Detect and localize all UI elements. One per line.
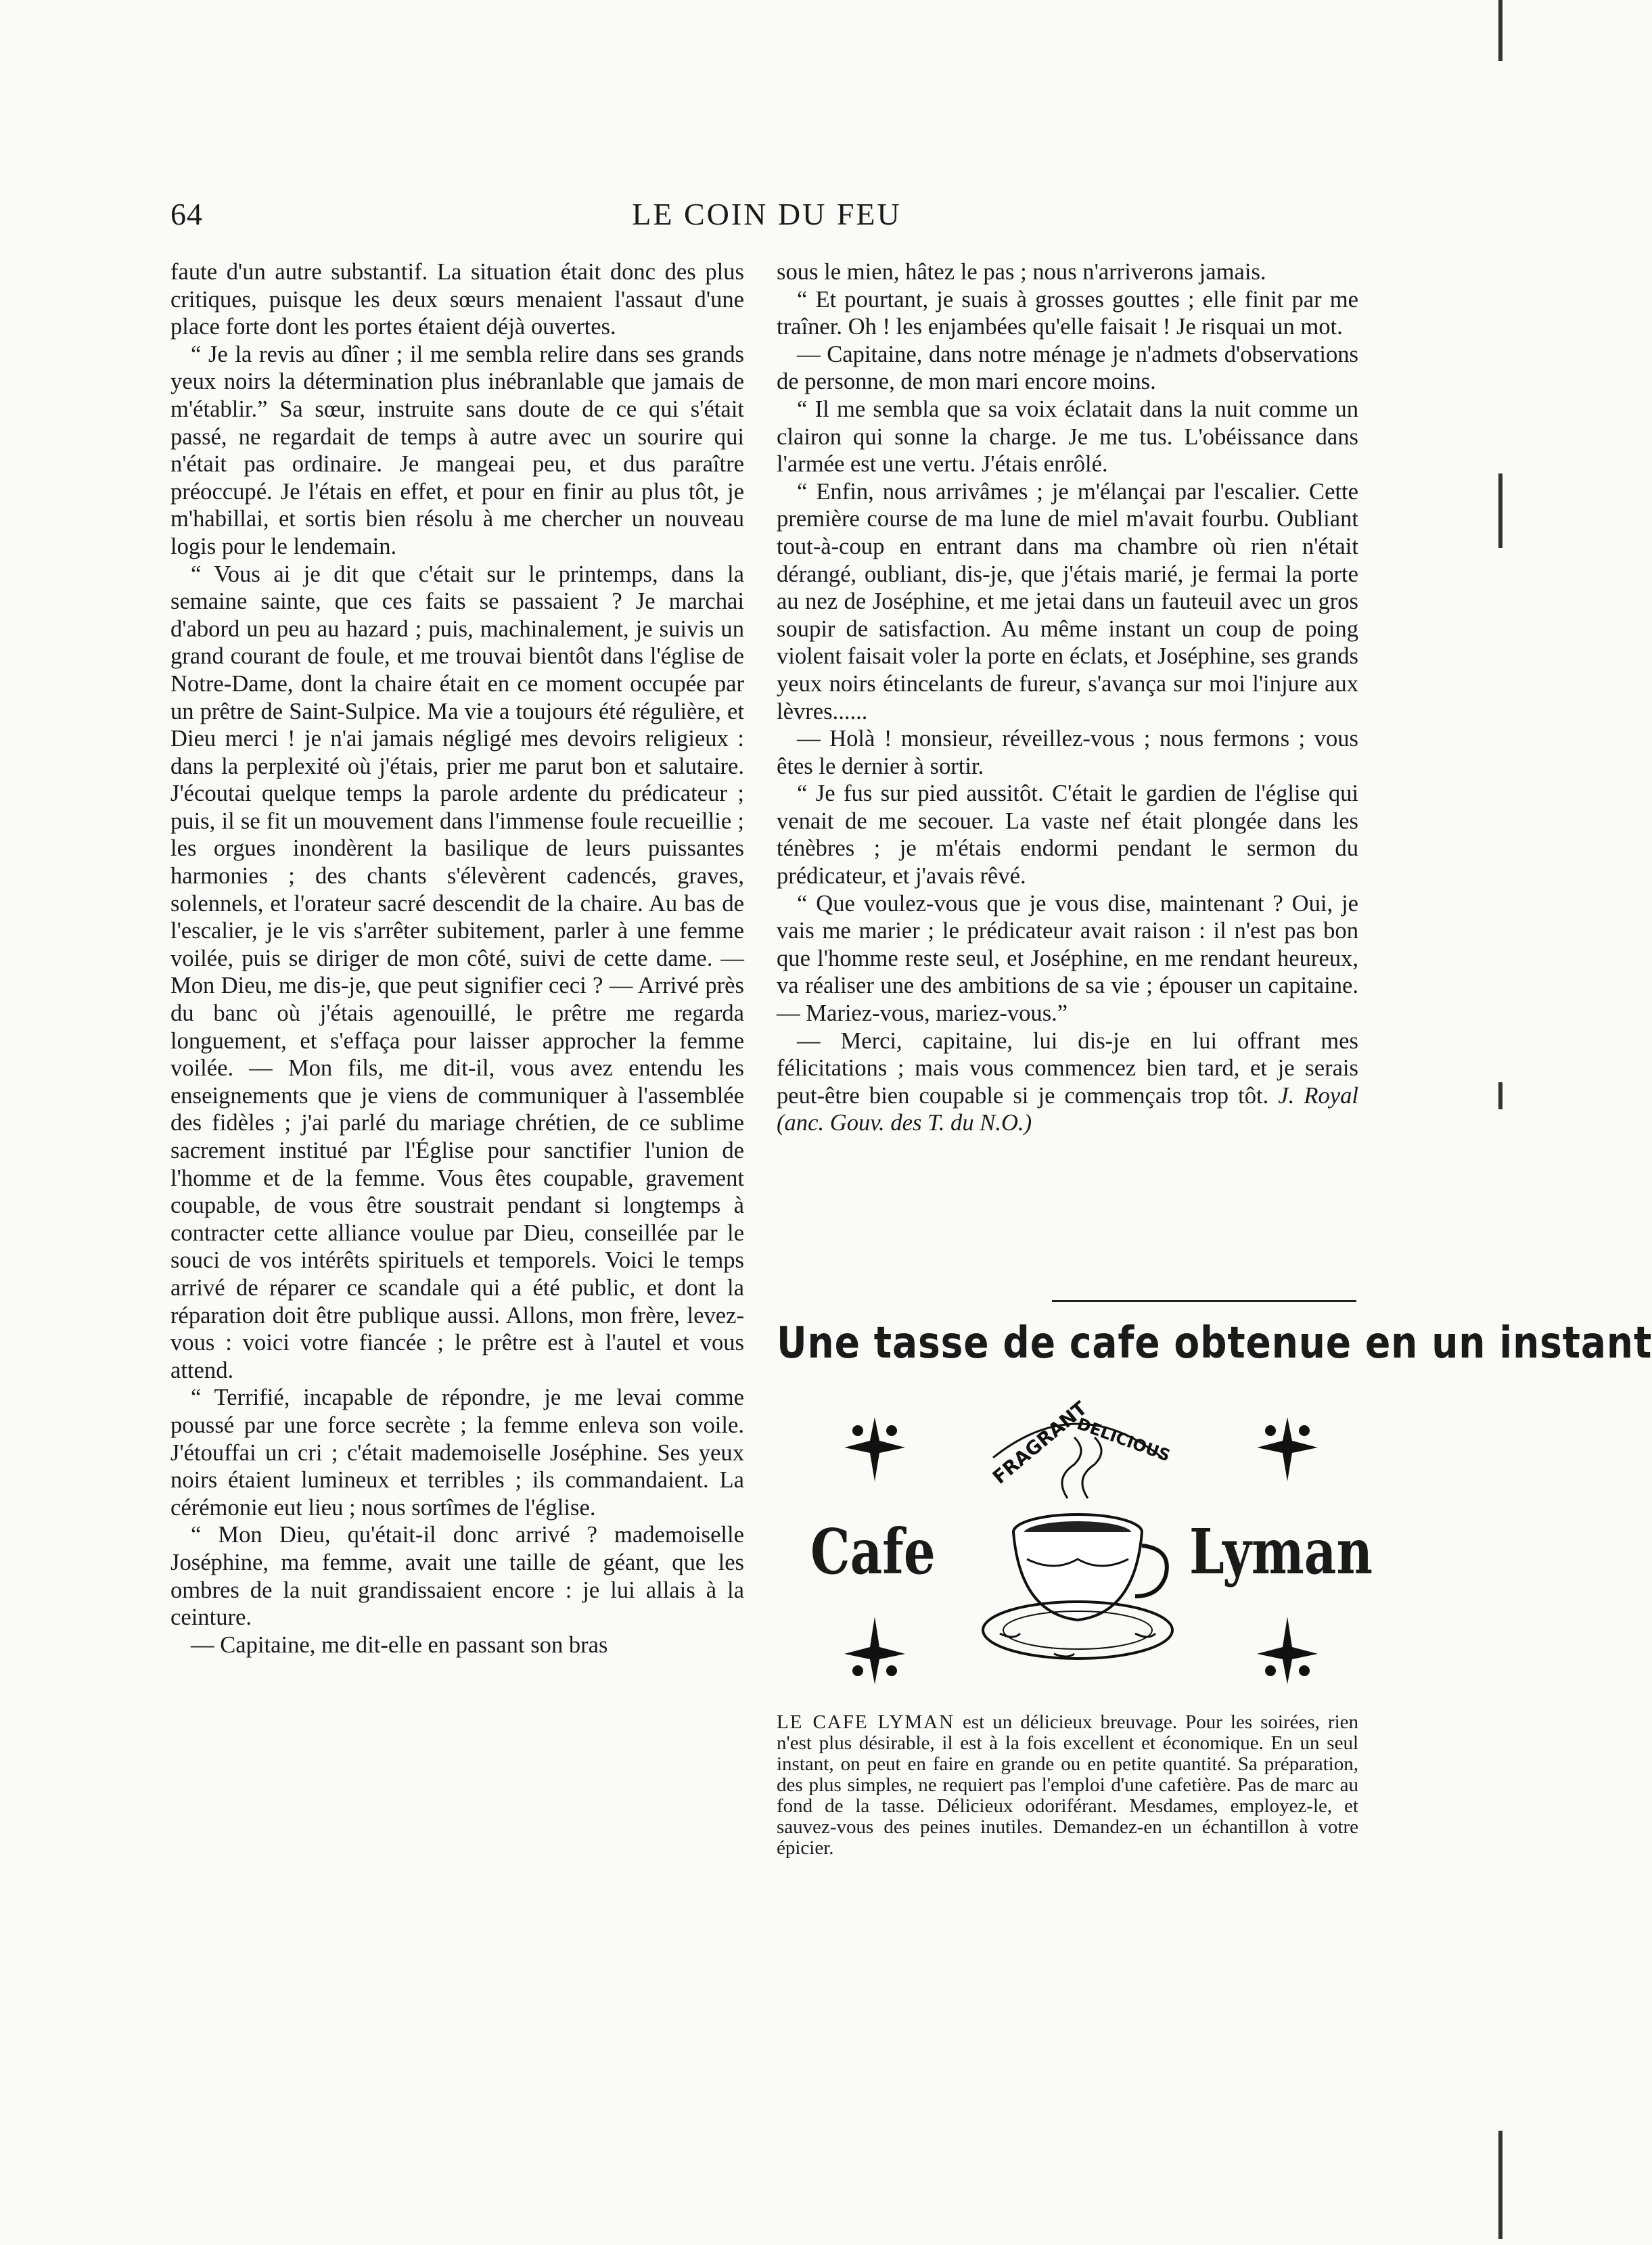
paragraph: sous le mien, hâtez le pas ; nous n'arriverons jamais. — [777, 259, 1266, 285]
paragraph: “ Je la revis au dîner ; il me sembla relire dans ses grands yeux noirs la détermination plus inébranlable que jamais de m'établir.” Sa sœur, instruite sans doute de ce qui s'était passé, ne regardait de temps à autre avec un sourire qui n'était pas ordinaire. Je mangeai peu, et dus paraître préoccupé. Je l'étais en effet, et pour en finir au plus tôt, je m'habillai, et sortis bien résolu à me chercher un nouveau logis pour le lendemain. — [170, 341, 744, 559]
scan-edge-mark — [1498, 473, 1502, 548]
scan-edge-mark — [1498, 2131, 1502, 2239]
cup-word-delicious: DELICIOUS — [1074, 1414, 1173, 1466]
right-column — [777, 258, 1358, 1137]
paragraph: “ Je fus sur pied aussitôt. C'était le gardien de l'église qui venait de me secouer. La vaste nef était plongée dans les ténèbres ; je m'étais endormi pendant le sermon du prédicateur, et j'avais rêvé. — [777, 781, 1358, 889]
paragraph — [777, 1027, 1358, 1137]
ad-copy — [777, 1712, 1358, 1859]
cup-word-fragrant: FRAGRANT — [988, 1397, 1092, 1489]
paragraph: — Holà ! monsieur, réveillez-vous ; nous fermons ; vous êtes le dernier à sortir. — [777, 726, 1358, 779]
page-number: 64 — [170, 197, 203, 231]
brand-word-cafe: Cafe — [810, 1515, 936, 1588]
paragraph: “ Terrifié, incapable de répondre, je me levai comme poussé par une force secrète ; la femme enleva son voile. J'étouffai un cri ; c'était mademoiselle Joséphine. Ses yeux noirs étaient lumineux et terribles ; ils commandaient. La cérémonie eut lieu ; nous sortîmes de l'église. — [170, 1385, 744, 1521]
scan-edge-mark — [1498, 0, 1502, 61]
paragraph: faute d'un autre substantif. La situation était donc des plus critiques, puisque les deux sœurs menaient l'assaut d'une place forte dont les portes étaient déjà ouvertes. — [170, 259, 744, 340]
fleur-ornament-icon — [1250, 1613, 1325, 1688]
ad-copy-body: est un délicieux breuvage. Pour les soirées, rien n'est plus désirable, il est à la fois excellent et économique. En un seul instant, on peut en faire en grande ou en petite quantité. Sa préparation, des plus simples, ne requiert pas l'emploi d'une cafetière. Pas de marc au fond de la tasse. Délicieux odoriférant. Mesdames, employez-le, et sauvez-vous des peines inutiles. Demandez-en un échantillon à votre épicier. — [777, 1711, 1359, 1859]
paragraph: “ Et pourtant, je suais à grosses gouttes ; elle finit par me traîner. Oh ! les enjambées qu'elle faisait ! Je risquai un mot. — [777, 286, 1358, 340]
page-header — [0, 196, 1534, 237]
left-column — [170, 258, 744, 1659]
fleur-ornament-icon — [838, 1613, 912, 1688]
paragraph: “ Vous ai je dit que c'était sur le printemps, dans la semaine sainte, que ces faits se passaient ? Je marchai d'abord un peu au hazard ; puis, machinalement, je suivis un grand courant de foule, et me trouvai bientôt dans l'église de Notre-Dame, dont la chaire était en ce moment occupée par un prêtre de Saint-Sulpice. Ma vie a toujours été régulière, et Dieu merci ! je n'ai jamais négligé mes devoirs religieux : dans la perplexité où j'étais, prier me parut bon et salutaire. J'écoutai quelque temps la parole ardente du prédicateur ; puis, il se fit un mouvement dans l'immense foule recueillie ; les orgues inondèrent la basilique de leurs puissantes harmonies ; des chants s'élevèrent cadencés, graves, solennels, et l'orateur sacré descendit de la chaire. Au bas de l'escalier, je le vis s'arrêter subitement, parler à une femme voilée, puis se diriger de mon côté, suivi de cette dame. — Mon Dieu, me dis-je, que peut signifier ceci ? — Arrivé près du banc où j'étais agenouillé, le prêtre me regarda longuement, et s'effaça pour laisser approcher la femme voilée. — Mon fils, me dit-il, vous avez entendu les enseignements que je viens de communiquer à l'assemblée des fidèles ; j'ai parlé du mariage chrétien, de ce sublime sacrement institué par l'Église pour sanctifier l'union de l'homme et de la femme. Vous êtes coupable, gravement coupable, de vous être soustrait pendant si longtemps à contracter cette alliance voulue par Dieu, conseillée par le souci de vos intérêts spirituels et temporels. Voici le temps arrivé de réparer ce scandale qui a été public, et dont la réparation doit être publique aussi. Allons, mon frère, levez-vous : voici votre fiancée ; le prêtre est à l'autel et vous attend. — [170, 561, 744, 1383]
running-title: LE COIN DU FEU — [632, 197, 902, 231]
paragraph: “ Que voulez-vous que je vous dise, maintenant ? Oui, je vais me marier ; le prédicateur avait raison : il n'est pas bon que l'homme reste seul, et Joséphine, en me rendant heureux, va réaliser une des ambitions de sa vie ; épouser un capitaine. — Mariez-vous, mariez-vous.” — [777, 890, 1358, 1027]
ad-headline: Une tasse de cafe obtenue en un instant — [777, 1318, 1652, 1368]
paragraph: — Capitaine, dans notre ménage je n'admets d'observations de personne, de mon mari encore moins. — [777, 341, 1358, 395]
paragraph-text: — Merci, capitaine, lui dis-je en lui offrant mes félicitations ; mais vous commencez bien tard, et je serais peut-être bien coupable si je commençais trop tôt. — [777, 1027, 1358, 1109]
paragraph: — Capitaine, me dit-elle en passant son bras — [191, 1631, 608, 1658]
paragraph: “ Mon Dieu, qu'était-il donc arrivé ? mademoiselle Joséphine, ma femme, avait une taille de géant, que les ombres de la nuit grandissaient encore : je lui allais à la ceinture. — [170, 1522, 744, 1631]
ad-artwork — [777, 1376, 1373, 1701]
coffee-cup-illustration — [973, 1397, 1183, 1694]
scan-edge-mark — [1498, 1082, 1502, 1109]
fleur-ornament-icon — [838, 1414, 912, 1488]
paragraph: “ Il me sembla que sa voix éclatait dans la nuit comme un clairon qui sonne la charge. Je me tus. L'obéissance dans l'armée est une vertu. J'étais enrôlé. — [777, 396, 1358, 478]
author-signature: J. Royal (anc. Gouv. des T. du N.O.) — [777, 1082, 1358, 1136]
cafe-lyman-advertisement — [777, 1316, 1652, 1859]
divider-rule — [1052, 1300, 1356, 1302]
fleur-ornament-icon — [1250, 1414, 1325, 1488]
ad-copy-lead: LE CAFE LYMAN — [777, 1711, 955, 1733]
paragraph: “ Enfin, nous arrivâmes ; je m'élançai par l'escalier. Cette première course de ma lune de miel m'avait fourbu. Oubliant tout-à-coup en entrant dans ma chambre où rien n'était dérangé, oubliant, dis-je, que j'étais marié, je fermai la porte au nez de Joséphine, et me jetai dans un fauteuil avec un gros soupir de satisfaction. Au même instant un coup de poing violent faisait voler la porte en éclats, et Joséphine, ses grands yeux noirs étincelants de fureur, s'avança sur moi l'injure aux lèvres...... — [777, 478, 1358, 724]
brand-word-lyman: Lyman — [1189, 1515, 1373, 1588]
